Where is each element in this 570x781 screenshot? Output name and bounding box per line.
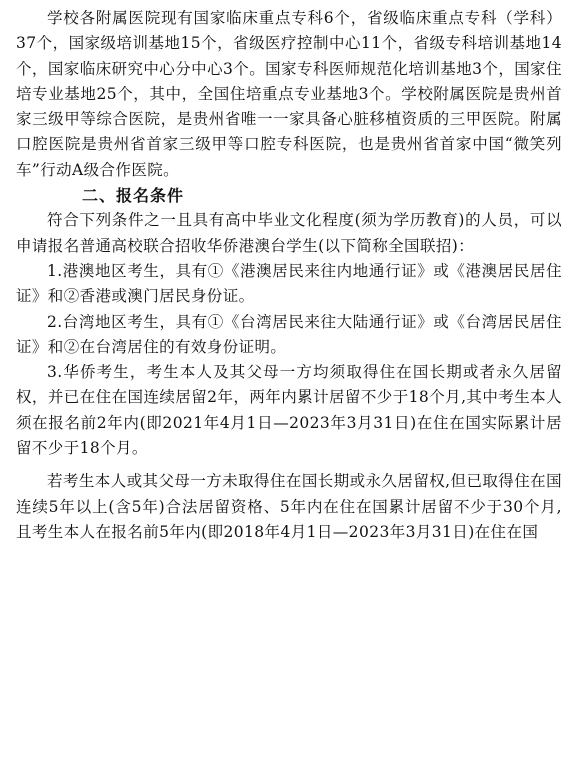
overseas-chinese-continuation-paragraph: 若考生本人或其父母一方未取得住在国长期或永久居留权,但已取得住在国连续5年以上(含5年)合法居留资格、5年内在住在国累计居留不少于30个月,且考生本人在报名前5年内(即2018年4月1日—2023年3月31日)在住在国 (16, 472, 562, 541)
paragraph-gap (16, 461, 562, 469)
taiwan-condition-paragraph: 2.台湾地区考生，具有①《台湾居民来往大陆通行证》或《台湾居民居住证》和②在台湾居住的有效身份证明。 (16, 312, 562, 356)
intro-paragraph: 学校各附属医院现有国家临床重点专科6个，省级临床重点专科（学科）37个，国家级培训基地15个，省级医疗控制中心11个，省级专科培训基地14个，国家临床研究中心分中心3个。国家专科医师规范化培训基地3个，国家住培专业基地25个，其中，全国住培重点专业基地3个。学校附属医院是贵州首家三级甲等综合医院，是贵州省唯一一家具备心脏移植资质的三甲医院。附属口腔医院是贵州省首家三级甲等口腔专科医院，也是贵州省首家中国“微笑列车”行动A级合作医院。 (16, 9, 562, 179)
overseas-chinese-condition-paragraph: 3.华侨考生，考生本人及其父母一方均须取得住在国长期或者永久居留权，并已在住在国连续居留2年，两年内累计居留不少于18个月,其中考生本人须在报名前2年内(即2021年4月1日—2023年3月31日)在住在国实际累计居留不少于18个月。 (16, 363, 562, 458)
hk-macao-condition-paragraph: 1.港澳地区考生，具有①《港澳居民来往内地通行证》或《港澳居民居住证》和②香港或澳门居民身份证。 (16, 261, 562, 306)
eligibility-intro-paragraph: 符合下列条件之一且具有高中毕业文化程度(须为学历教育)的人员，可以申请报名普通高校联合招收华侨港澳台学生(以下简称全国联招)： (16, 211, 562, 255)
section-heading: 二、报名条件 (82, 186, 185, 206)
